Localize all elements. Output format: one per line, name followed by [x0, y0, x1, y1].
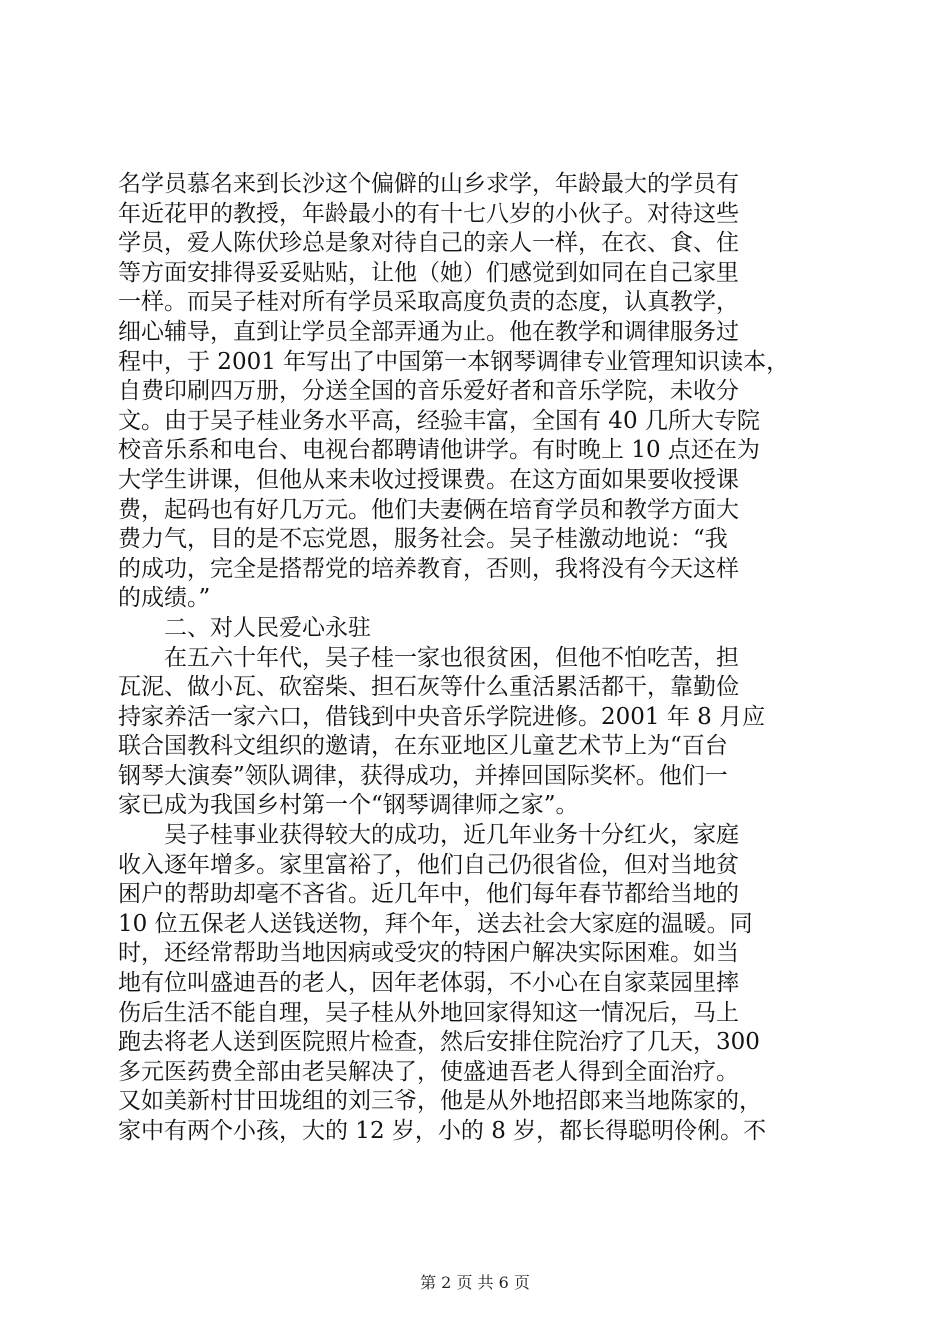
text-line: 持家养活一家六口，借钱到中央音乐学院进修。2001 年 8 月应 [118, 703, 766, 730]
text-line: 大学生讲课，但他从来未收过授课费。在这方面如果要收授课 [118, 466, 739, 493]
text-line: 程中，于 2001 年写出了中国第一本钢琴调律专业管理知识读本， [118, 348, 790, 375]
text-line: 名学员慕名来到长沙这个偏僻的山乡求学，年龄最大的学员有 [118, 171, 739, 197]
text-line: 家中有两个小孩，大的 12 岁，小的 8 岁，都长得聪明伶俐。不 [118, 1118, 767, 1144]
text-line: 二、对人民爱心永驻 [118, 614, 371, 641]
text-line: 钢琴大演奏”领队调律，获得成功，并捧回国际奖杯。他们一 [118, 762, 728, 789]
text-line: 联合国教科文组织的邀请，在东亚地区儿童艺术节上为“百台 [118, 733, 728, 760]
text-line: 时，还经常帮助当地因病或受灾的特困户解决实际困难。如当 [118, 940, 739, 967]
text-line: 在五六十年代，吴子桂一家也很贫困，但他不怕吃苦，担 [118, 644, 739, 671]
text-line: 费力气，目的是不忘党恩，服务社会。吴子桂激动地说：“我 [118, 526, 728, 553]
text-line: 家已成为我国乡村第一个“钢琴调律师之家”。 [118, 792, 579, 819]
text-line: 多元医药费全部由老吴解决了，使盛迪吾老人得到全面治疗。 [118, 1058, 739, 1085]
text-line: 收入逐年增多。家里富裕了，他们自己仍很省俭，但对当地贫 [118, 851, 739, 878]
text-line: 地有位叫盛迪吾的老人，因年老体弱，不小心在自家菜园里摔 [118, 970, 739, 997]
text-line: 10 位五保老人送钱送物，拜个年，送去社会大家庭的温暖。同 [118, 910, 753, 937]
page-footer: 第 2 页 共 6 页 [420, 1273, 530, 1292]
text-line: 又如美新村甘田垅组的刘三爷，他是从外地招郎来当地陈家的， [118, 1088, 762, 1115]
text-line: 吴子桂事业获得较大的成功，近几年业务十分红火，家庭 [118, 822, 739, 849]
text-line: 学员，爱人陈伏珍总是象对待自己的亲人一样，在衣、食、住 [118, 230, 739, 257]
text-line: 校音乐系和电台、电视台都聘请他讲学。有时晚上 10 点还在为 [118, 437, 760, 464]
text-line: 的成功，完全是搭帮党的培养教育，否则，我将没有今天这样 [118, 555, 739, 582]
text-line: 等方面安排得妥妥贴贴，让他（她）们感觉到如同在自己家里 [118, 259, 739, 286]
text-line: 伤后生活不能自理，吴子桂从外地回家得知这一情况后，马上 [118, 999, 739, 1026]
text-line: 一样。而吴子桂对所有学员采取高度负责的态度，认真教学， [118, 289, 739, 316]
text-line: 的成绩。” [118, 585, 211, 612]
text-line: 文。由于吴子桂业务水平高，经验丰富，全国有 40 几所大专院 [118, 407, 760, 434]
text-line: 细心辅导，直到让学员全部弄通为止。他在教学和调律服务过 [118, 318, 739, 345]
text-line: 瓦泥、做小瓦、砍窑柴、担石灰等什么重活累活都干，靠勤俭 [118, 674, 739, 701]
text-line: 跑去将老人送到医院照片检查，然后安排住院治疗了几天，300 [118, 1029, 760, 1056]
text-line: 费，起码也有好几万元。他们夫妻俩在培育学员和教学方面大 [118, 496, 739, 523]
text-line: 困户的帮助却毫不吝省。近几年中，他们每年春节都给当地的 [118, 881, 739, 908]
body-text [118, 170, 838, 1147]
text-line: 年近花甲的教授，年龄最小的有十七八岁的小伙子。对待这些 [118, 200, 739, 227]
text-line: 自费印刷四万册，分送全国的音乐爱好者和音乐学院，未收分 [118, 378, 739, 405]
